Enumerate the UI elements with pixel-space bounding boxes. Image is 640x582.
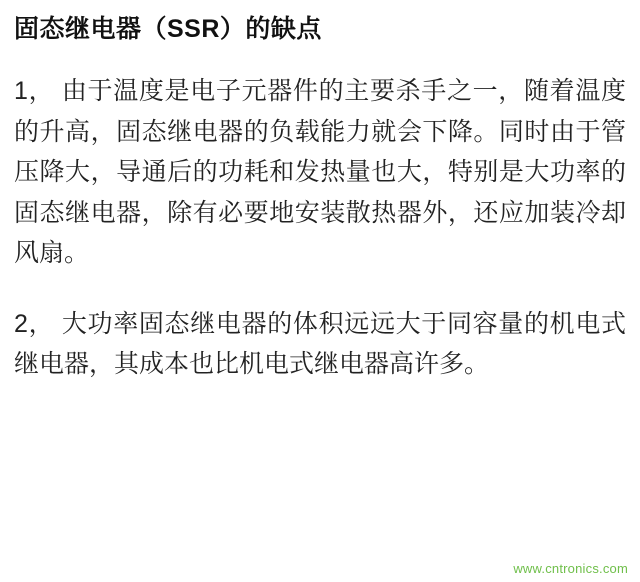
paragraph-1: 1， 由于温度是电子元器件的主要杀手之一，随着温度的升高，固态继电器的负载能力就会下降。同时由于管压降大，导通后的功耗和发热量也大，特别是大功率的固态继电器，除有必要地安装散热器外，还应加装冷却风扇。 bbox=[14, 77, 626, 268]
paragraph-2: 2， 大功率固态继电器的体积远远大于同容量的机电式继电器，其成本也比机电式继电器高许多。 bbox=[14, 309, 626, 379]
page-title: 固态继电器（SSR）的缺点 bbox=[14, 15, 322, 43]
site-watermark: www.cntronics.com bbox=[513, 561, 628, 576]
